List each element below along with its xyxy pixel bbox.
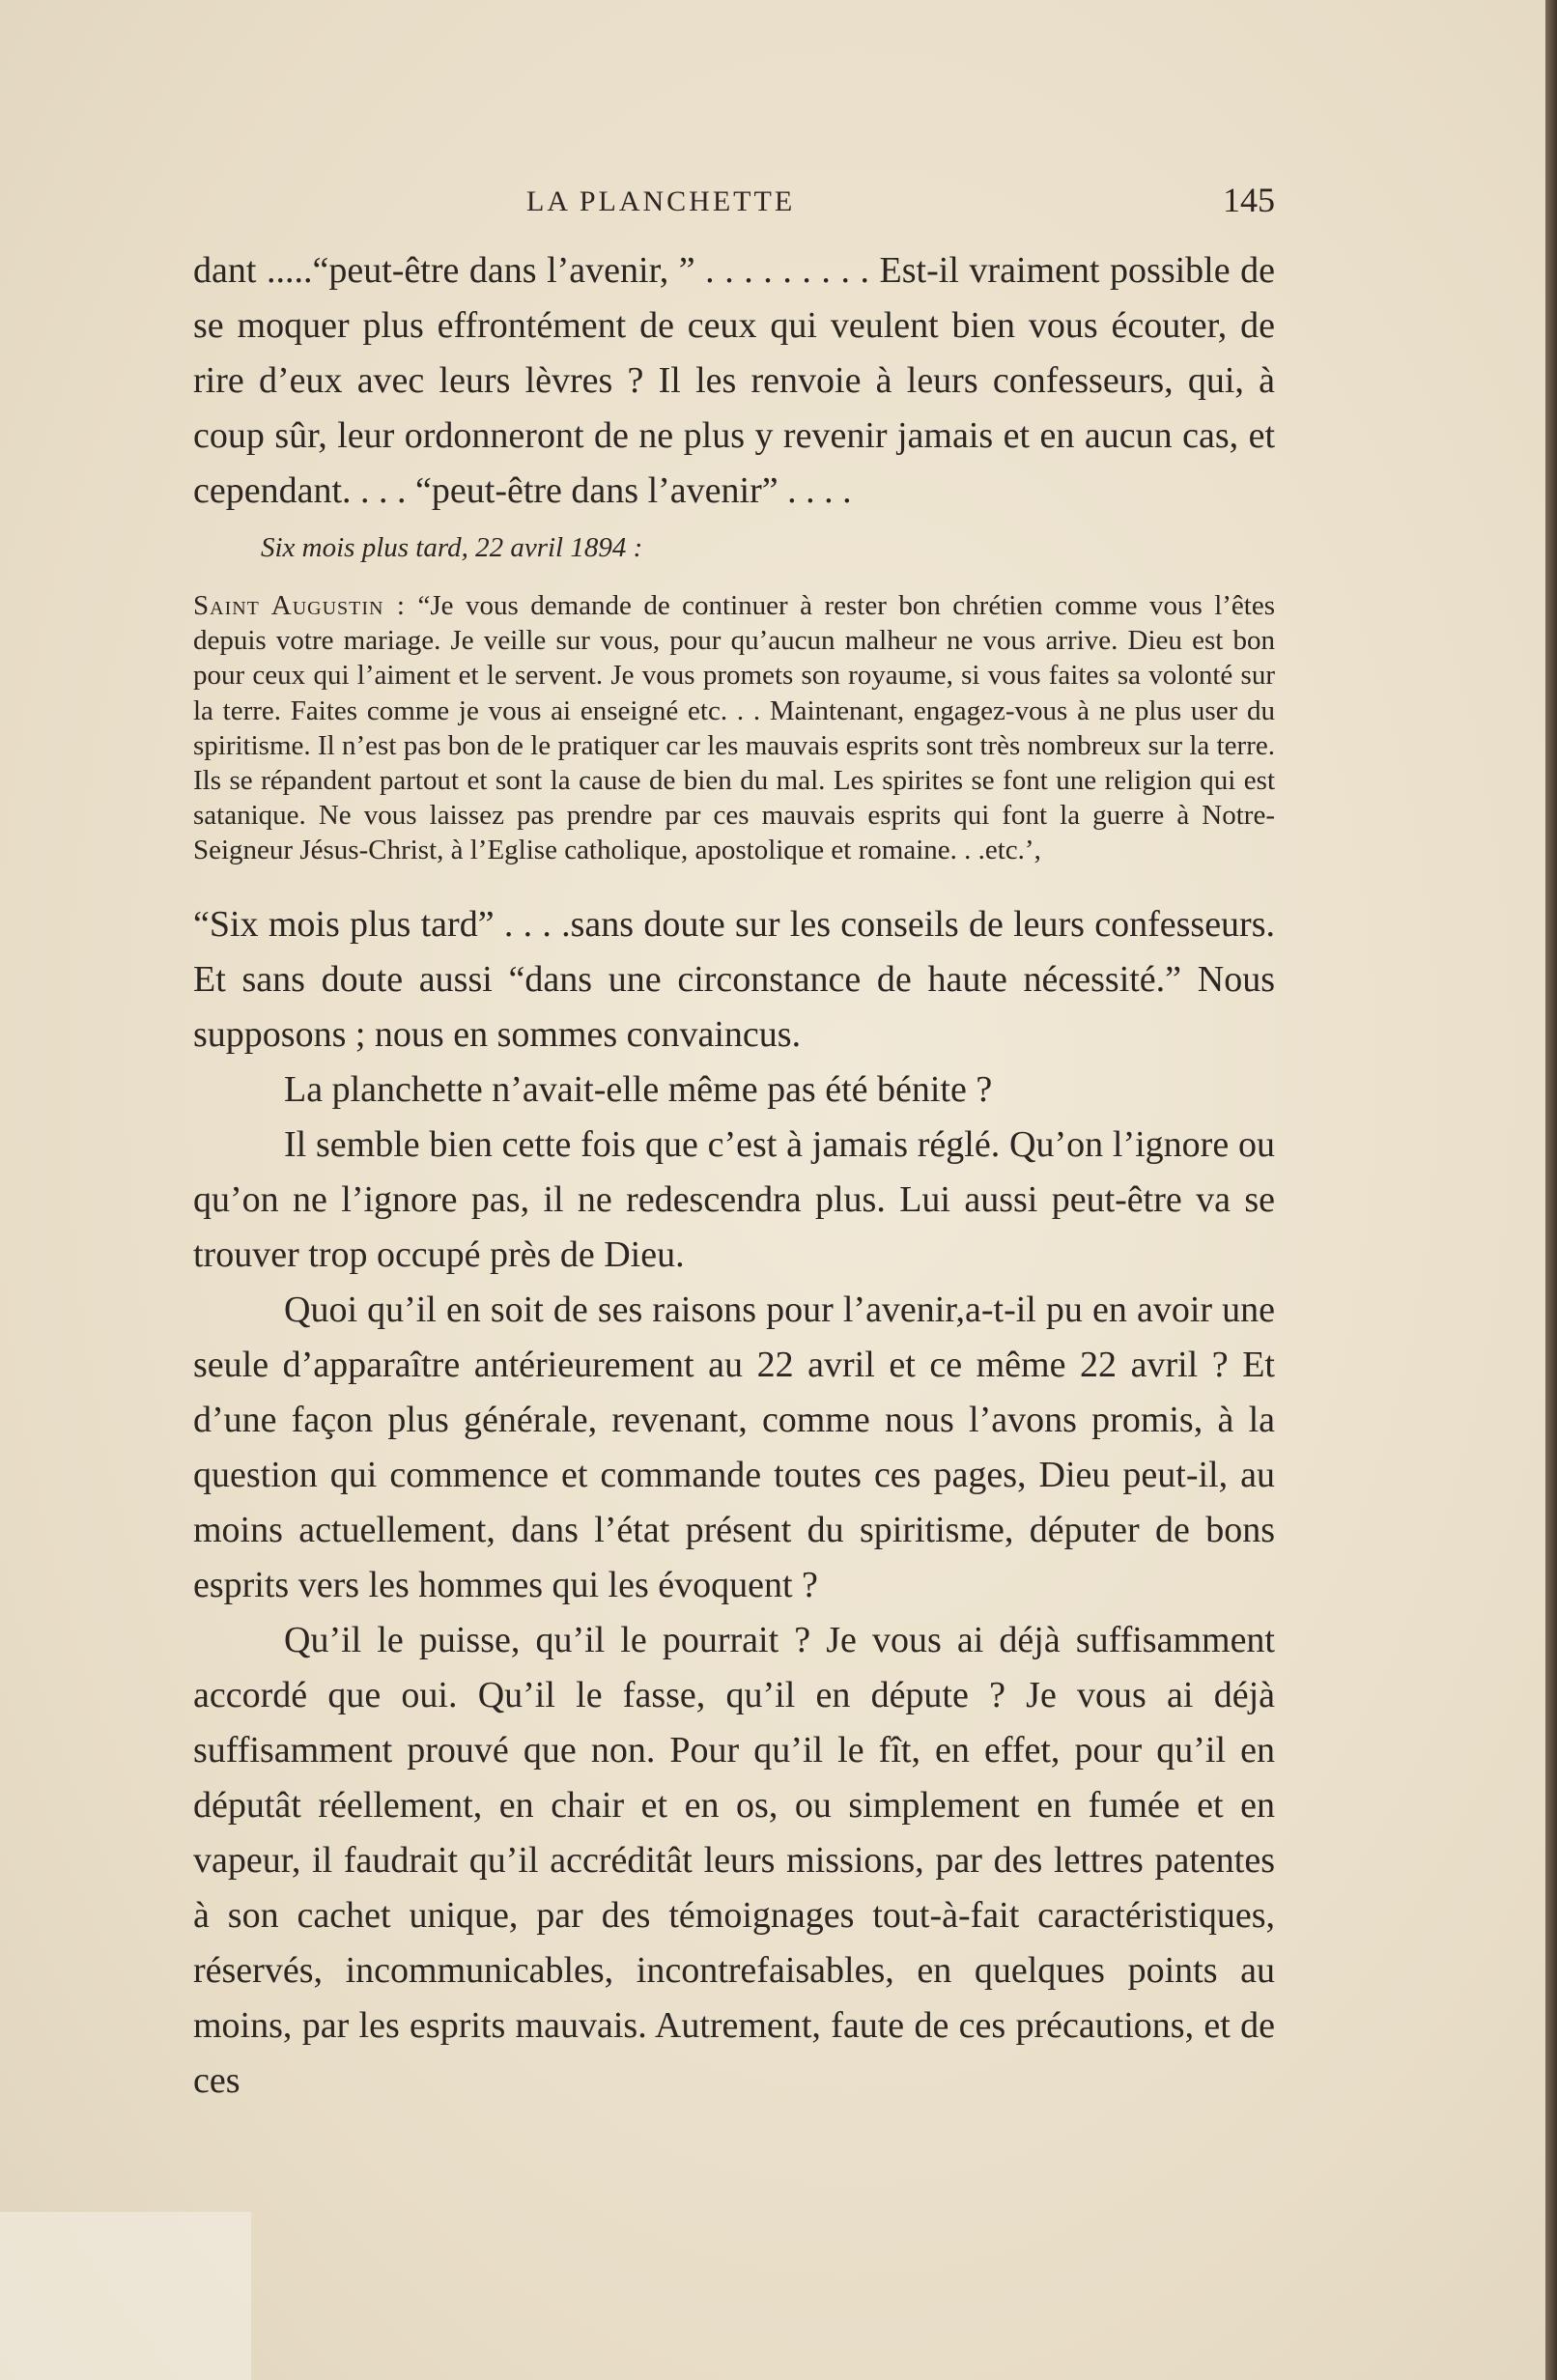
paragraph: “Six mois plus tard” . . . .sans doute sur les conseils de leurs confesseurs. Et sans doute aussi “dans une circonstance de haute nécessité.” Nous supposons ; nous en sommes convaincus. — [193, 903, 1275, 1055]
quote-text: “Je vous demande de continuer à rester bon chrétien comme vous l’êtes depuis votre mariage. Je veille sur vous, pour qu’aucun malheur ne vous arrive. Dieu est bon pour ceux qui l’aiment et le servent. Je vous promets son royaume, si vous faites sa volonté sur la terre. Faites comme je vous ai enseigné etc. . . Maintenant, engagez-vous à ne plus user du spiritisme. Il n’est pas bon de le pratiquer car les mauvais esprits sont très nombreux sur la terre. Ils se répandent partout et sont la cause de bien du mal. Les spirites se font une religion qui est satanique. Ne vous laissez pas prendre par ces mauvais esprits qui font la guerre à Notre-Seigneur Jésus-Christ, à l’Eglise catholique, apostolique et romaine. . .etc.’, — [193, 590, 1276, 866]
date-line: Six mois plus tard, 22 avril 1894 : — [261, 532, 643, 563]
paragraph: Il semble bien cette fois que c’est à jamais réglé. Qu’on l’ignore ou qu’on ne l’ignore pas, il ne redescendra plus. Lui aussi peut-être va se trouver trop occupé près de Dieu. — [193, 1123, 1275, 1275]
paragraph: Quoi qu’il en soit de ses raisons pour l’avenir,a-t-il pu en avoir une seule d’apparaître antérieurement au 22 avril et ce même 22 avril ? Et d’une façon plus générale, revenant, comme nous l’avons promis, à la question qui commence et commande toutes ces pages, Dieu peut-il, au moins actuellement, dans l’état présent du spiritisme, députer de bons esprits vers les hommes qui les évoquent ? — [193, 1289, 1275, 1605]
paragraph: La planchette n’avait-elle même pas été bénite ? — [284, 1068, 993, 1110]
paragraph-continuation: dant .....“peut-être dans l’avenir, ” . . . . . . . . . Est-il vraiment possible de se moquer plus effrontément de ceux qui veulent bien vous écouter, de rire d’eux avec leurs lèvres ? Il les renvoie à leurs confesseurs, qui, à coup sûr, leur ordonneront de ne plus y revenir jamais et en aucun cas, et cependant. . . . “peut-être dans l’avenir” . . . . — [193, 250, 1275, 511]
running-title: LA PLANCHETTE — [526, 185, 796, 217]
page-header — [193, 180, 1275, 228]
paragraph: Qu’il le puisse, qu’il le pourrait ? Je vous ai déjà suffisamment accordé que oui. Qu’il le fasse, qu’il en députe ? Je vous ai déjà suffisamment prouvé que non. Pour qu’il le fît, en effet, pour qu’il en députât réellement, en chair et en os, ou simplement en fumée et en vapeur, il faudrait qu’il accréditât leurs missions, par des lettres patentes à son cachet unique, par des témoignages tout-à-fait caractéristiques, réservés, incommunicables, incontrefaisables, en quelques points au moins, par les esprits mauvais. Autrement, faute de ces précautions, et de ces — [193, 1619, 1275, 2101]
paper-smudge — [0, 2212, 251, 2380]
page-edge-shadow — [1545, 0, 1557, 2380]
page-number: 145 — [1223, 181, 1275, 219]
block-quote — [193, 588, 1275, 868]
quote-speaker: Saint Augustin : — [193, 590, 406, 621]
body-text — [193, 243, 1275, 2109]
